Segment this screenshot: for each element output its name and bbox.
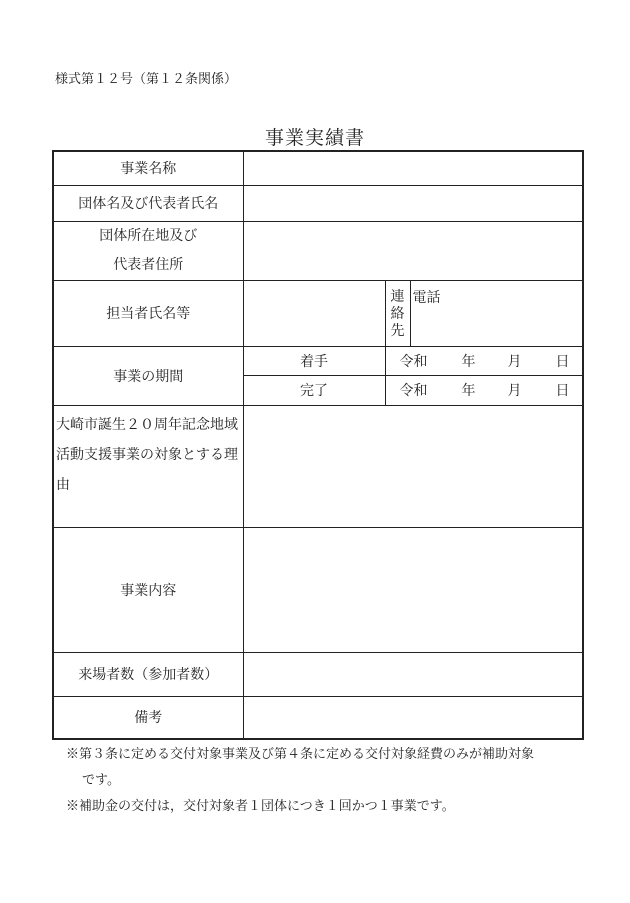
label-contact — [385, 280, 410, 346]
note-1-line-2: です。 — [82, 773, 120, 788]
field-end-date[interactable] — [385, 375, 583, 405]
start-era: 令和 — [399, 353, 428, 370]
contact-char-3: 先 — [390, 322, 405, 339]
form-number: 様式第１２号（第１２条関係） — [55, 72, 238, 87]
field-address[interactable] — [243, 221, 583, 280]
start-month: 月 — [507, 353, 522, 370]
label-project-name: 事業名称 — [53, 151, 243, 185]
start-year: 年 — [461, 353, 476, 370]
label-content: 事業内容 — [53, 527, 243, 652]
end-year: 年 — [461, 383, 476, 399]
field-org-rep[interactable] — [243, 185, 583, 221]
label-attendees: 来場者数（参加者数） — [53, 652, 243, 696]
note-1-line-1: ※第３条に定める交付対象事業及び第４条に定める交付対象経費のみが補助対象 — [66, 747, 535, 762]
field-reason[interactable] — [243, 405, 583, 527]
label-address — [53, 221, 243, 280]
label-address-line1: 団体所在地及び — [99, 227, 198, 244]
label-start: 着手 — [243, 346, 385, 375]
field-content[interactable] — [243, 527, 583, 652]
field-remarks[interactable] — [243, 696, 583, 739]
end-day: 日 — [555, 383, 570, 399]
label-reason: 大崎市誕生２０周年記念地域活動支援事業の対象とする理由 — [53, 405, 243, 527]
field-start-date[interactable] — [385, 346, 583, 375]
document-title: 事業実績書 — [264, 127, 365, 149]
contact-char-2: 絡 — [390, 305, 405, 322]
field-contact-person[interactable] — [243, 280, 385, 346]
field-attendees[interactable] — [243, 652, 583, 696]
field-phone[interactable] — [410, 280, 583, 346]
note-2: ※補助金の交付は，交付対象者１団体につき１回かつ１事業です。 — [66, 799, 455, 814]
start-day: 日 — [555, 353, 570, 370]
contact-char-1: 連 — [390, 288, 405, 305]
end-month: 月 — [507, 383, 522, 399]
label-address-line2: 代表者住所 — [113, 256, 184, 273]
label-contact-person: 担当者氏名等 — [53, 280, 243, 346]
label-period: 事業の期間 — [53, 346, 243, 405]
label-org-rep: 団体名及び代表者氏名 — [53, 185, 243, 221]
label-end: 完了 — [243, 375, 385, 405]
notes — [66, 742, 534, 820]
report-form-table — [52, 150, 584, 740]
field-project-name[interactable] — [243, 151, 583, 185]
label-phone: 電話 — [412, 289, 441, 306]
end-era: 令和 — [399, 383, 428, 399]
label-remarks: 備考 — [53, 696, 243, 739]
